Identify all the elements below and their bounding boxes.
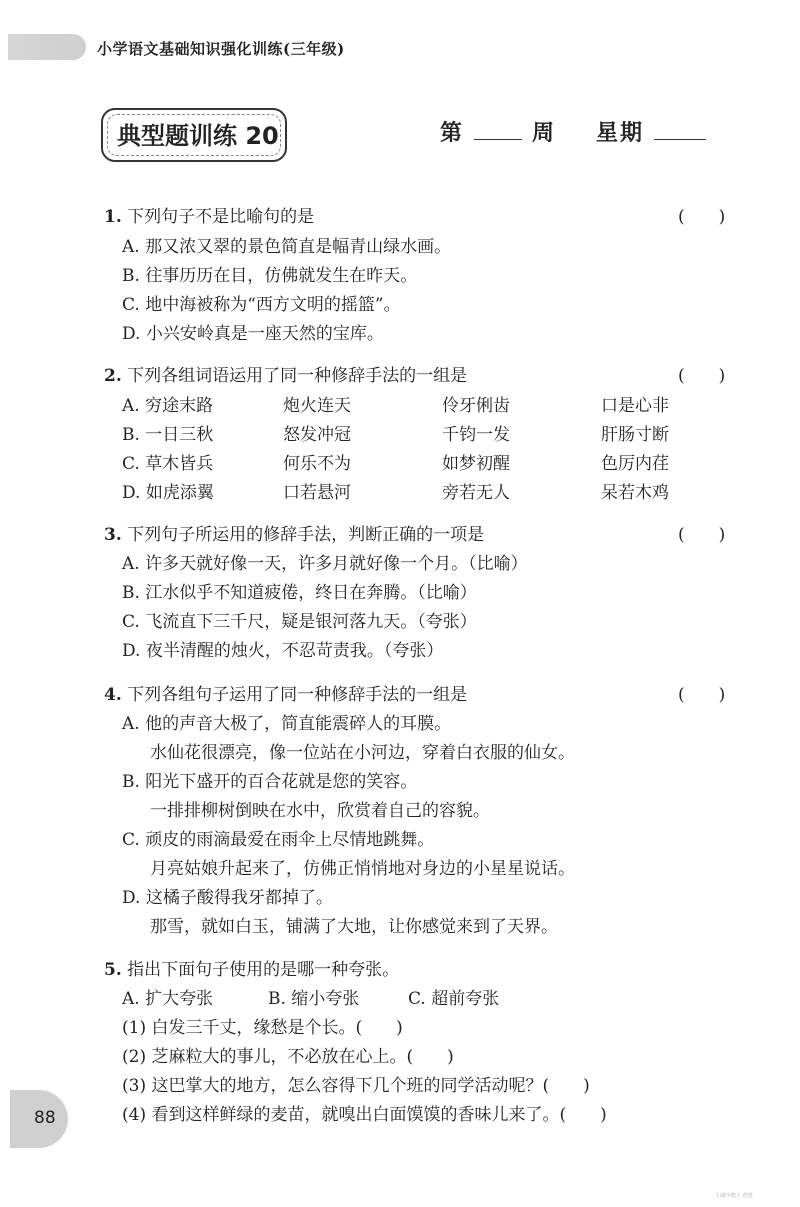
q3-option-a: A. 许多天就好像一天，许多月就好像一个月。（比喻） bbox=[122, 554, 528, 574]
q2-row-b-2: 怒发冲冠 bbox=[283, 425, 351, 445]
q5-item-4: (4) 看到这样鲜绿的麦苗，就嗅出白面馍馍的香味儿来了。( ) bbox=[122, 1105, 607, 1125]
weekday-blank[interactable] bbox=[654, 119, 706, 140]
question-2-stem: 2. 下列各组词语运用了同一种修辞手法的一组是 bbox=[104, 366, 468, 386]
q1-option-a: A. 那又浓又翠的景色简直是幅青山绿水画。 bbox=[122, 237, 452, 257]
q4-line-1: A. 他的声音大极了，简直能震碎人的耳膜。 bbox=[122, 714, 452, 734]
q1-option-d: D. 小兴安岭真是一座天然的宝库。 bbox=[122, 324, 384, 344]
q4-line-3: B. 阳光下盛开的百合花就是您的笑容。 bbox=[122, 772, 418, 792]
week-blank[interactable] bbox=[474, 119, 522, 140]
q3-option-c: C. 飞流直下三千尺，疑是银河落九天。（夸张） bbox=[122, 612, 477, 632]
q3-option-d: D. 夜半清醒的烛火，不忍苛责我。（夸张） bbox=[122, 641, 444, 661]
answer-paren-4[interactable]: ( ) bbox=[678, 685, 726, 705]
q1-option-c: C. 地中海被称为“西方文明的摇篮”。 bbox=[122, 295, 401, 315]
question-4-stem: 4. 下列各组句子运用了同一种修辞手法的一组是 bbox=[104, 685, 468, 705]
weekday-label: 星期 bbox=[596, 120, 645, 146]
q2-row-a-3: 伶牙俐齿 bbox=[442, 396, 510, 416]
q2-row-b-1: B. 一日三秋 bbox=[122, 425, 214, 445]
page-number: 88 bbox=[34, 1108, 56, 1128]
q4-line-2: 水仙花很漂亮，像一位站在小河边，穿着白衣服的仙女。 bbox=[150, 743, 575, 763]
q2-row-c-3: 如梦初醒 bbox=[442, 454, 510, 474]
q5-item-2: (2) 芝麻粒大的事儿，不必放在心上。( ) bbox=[122, 1047, 454, 1067]
q2-row-c-2: 何乐不为 bbox=[283, 454, 351, 474]
answer-paren-1[interactable]: ( ) bbox=[678, 207, 726, 227]
question-1-stem: 1. 下列句子不是比喻句的是 bbox=[104, 207, 315, 227]
scanner-watermark: 扫描全能王 创建 bbox=[716, 1193, 753, 1199]
q4-line-4: 一排排柳树倒映在水中，欣赏着自己的容貌。 bbox=[150, 801, 490, 821]
week-prefix: 第 bbox=[440, 120, 465, 146]
q4-line-6: 月亮姑娘升起来了，仿佛正悄悄地对身边的小星星说话。 bbox=[150, 859, 575, 879]
book-title: 小学语文基础知识强化训练(三年级) bbox=[97, 40, 345, 58]
q2-row-d-4: 呆若木鸡 bbox=[601, 483, 669, 503]
q2-row-a-4: 口是心非 bbox=[601, 396, 669, 416]
q4-line-7: D. 这橘子酸得我牙都掉了。 bbox=[122, 888, 333, 908]
q1-option-b: B. 往事历历在目，仿佛就发生在昨天。 bbox=[122, 266, 418, 286]
q2-row-a-1: A. 穷途末路 bbox=[122, 396, 214, 416]
q2-row-d-3: 旁若无人 bbox=[442, 483, 510, 503]
q5-choice-b: B. 缩小夸张 bbox=[268, 989, 360, 1009]
q2-row-b-4: 肝肠寸断 bbox=[601, 425, 669, 445]
week-day-field bbox=[440, 116, 706, 147]
q2-row-c-1: C. 草木皆兵 bbox=[122, 454, 214, 474]
q5-choice-a: A. 扩大夸张 bbox=[122, 989, 214, 1009]
q5-choice-c: C. 超前夸张 bbox=[408, 989, 500, 1009]
q4-line-5: C. 顽皮的雨滴最爱在雨伞上尽情地跳舞。 bbox=[122, 830, 435, 850]
q2-row-a-2: 炮火连天 bbox=[283, 396, 351, 416]
question-3-stem: 3. 下列句子所运用的修辞手法，判断正确的一项是 bbox=[104, 525, 485, 545]
answer-paren-3[interactable]: ( ) bbox=[678, 525, 726, 545]
q5-item-3: (3) 这巴掌大的地方，怎么容得下几个班的同学活动呢？( ) bbox=[122, 1076, 590, 1096]
header-band bbox=[8, 34, 86, 60]
answer-paren-2[interactable]: ( ) bbox=[678, 366, 726, 386]
q2-row-d-1: D. 如虎添翼 bbox=[122, 483, 214, 503]
q5-item-1: (1) 白发三千丈，缘愁是个长。( ) bbox=[122, 1018, 403, 1038]
section-title: 典型题训练 20 bbox=[117, 122, 279, 150]
q2-row-c-4: 色厉内荏 bbox=[601, 454, 669, 474]
question-5-stem: 5. 指出下面句子使用的是哪一种夸张。 bbox=[104, 960, 400, 980]
week-middle: 周 bbox=[532, 120, 557, 146]
q3-option-b: B. 江水似乎不知道疲倦，终日在奔腾。（比喻） bbox=[122, 583, 477, 603]
q2-row-b-3: 千钧一发 bbox=[442, 425, 510, 445]
q2-row-d-2: 口若悬河 bbox=[283, 483, 351, 503]
q4-line-8: 那雪，就如白玉，铺满了大地，让你感觉来到了天界。 bbox=[150, 917, 558, 937]
